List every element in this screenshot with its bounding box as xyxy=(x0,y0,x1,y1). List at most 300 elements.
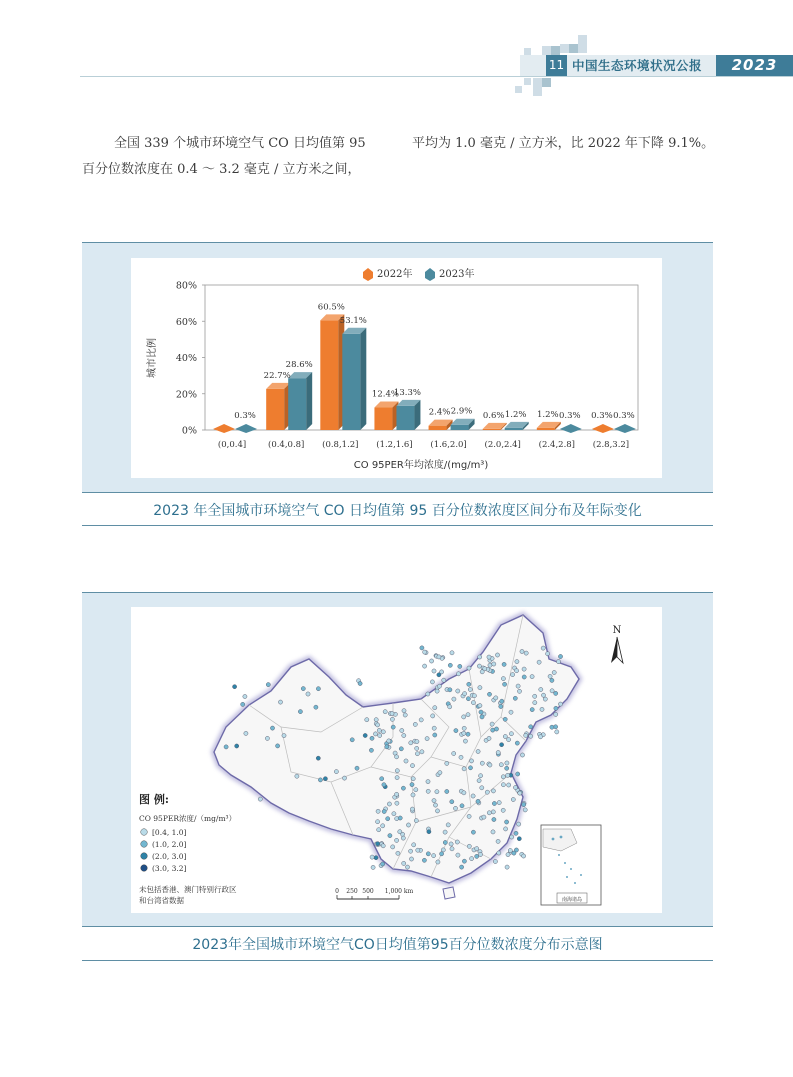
city-dot xyxy=(479,774,483,778)
city-dot xyxy=(478,686,482,690)
city-dot xyxy=(522,854,526,858)
city-dot xyxy=(497,801,501,805)
city-dot xyxy=(550,689,554,693)
city-dot xyxy=(409,849,413,853)
data-label: 0.3% xyxy=(234,411,256,421)
city-dot xyxy=(395,755,399,759)
city-dot xyxy=(494,696,498,700)
china-map xyxy=(131,607,662,913)
city-dot xyxy=(516,772,520,776)
city-dot xyxy=(456,853,460,857)
data-label: 1.2% xyxy=(537,409,559,420)
legend-label: 2023年 xyxy=(439,269,475,280)
city-dot xyxy=(446,823,450,827)
city-dot xyxy=(442,678,446,682)
city-dot xyxy=(395,769,399,773)
city-dot xyxy=(460,865,464,869)
x-tick-label: (2.0,2.4] xyxy=(484,440,521,450)
page-number: 11 xyxy=(546,55,567,76)
city-dot xyxy=(298,710,302,714)
chart-legend xyxy=(363,267,474,281)
city-dot xyxy=(550,678,554,682)
bar xyxy=(505,422,529,430)
city-dot xyxy=(458,664,462,668)
city-dot xyxy=(462,767,466,771)
city-dot xyxy=(501,783,505,787)
city-dot xyxy=(436,860,440,864)
city-dot xyxy=(469,759,473,763)
x-tick-label: (0,0.4] xyxy=(217,440,247,450)
city-dot xyxy=(471,794,475,798)
city-dot xyxy=(399,747,403,751)
y-tick-label: 80% xyxy=(175,280,197,292)
city-dot xyxy=(505,761,509,765)
city-dot xyxy=(376,842,380,846)
city-dot xyxy=(503,717,507,721)
city-dot xyxy=(509,710,513,714)
city-dot xyxy=(445,789,449,793)
city-dot xyxy=(471,701,475,705)
map-note-line2: 和台湾省数据 xyxy=(139,896,184,905)
city-dot xyxy=(433,803,437,807)
city-dot xyxy=(515,660,519,664)
city-dot xyxy=(480,761,484,765)
city-dot xyxy=(543,697,547,701)
city-dot xyxy=(449,842,453,846)
city-dot xyxy=(378,733,382,737)
bar xyxy=(614,424,636,433)
city-dot xyxy=(509,732,513,736)
bar xyxy=(537,422,561,430)
data-label: 0.3% xyxy=(591,411,613,421)
map-note-line1: 未包括香港、澳门特别行政区 xyxy=(139,885,237,894)
city-dot xyxy=(398,816,402,820)
city-dot xyxy=(266,683,270,687)
city-dot xyxy=(270,726,274,730)
city-dot xyxy=(435,790,439,794)
city-dot xyxy=(513,696,517,700)
city-dot xyxy=(395,801,399,805)
city-dot xyxy=(487,692,491,696)
legend-label: 2022年 xyxy=(377,269,413,280)
city-dot xyxy=(381,824,385,828)
x-tick-label: (2.8,3.2] xyxy=(592,440,630,450)
data-label: 13.3% xyxy=(393,387,421,398)
city-dot xyxy=(478,655,482,659)
x-tick-label: (2.4,2.8] xyxy=(538,440,575,450)
city-dot xyxy=(539,687,543,691)
city-dot xyxy=(554,712,558,716)
bar xyxy=(396,400,420,430)
city-dot xyxy=(496,839,500,843)
city-dot xyxy=(306,692,310,696)
city-dot xyxy=(235,744,239,748)
city-dot xyxy=(426,789,430,793)
city-dot xyxy=(432,799,436,803)
city-dot xyxy=(426,692,430,696)
city-dot xyxy=(471,830,475,834)
city-dot xyxy=(454,729,458,733)
city-dot xyxy=(402,733,406,737)
city-dot xyxy=(387,739,391,743)
city-dot xyxy=(426,852,430,856)
city-dot xyxy=(502,662,506,666)
city-dot xyxy=(522,667,526,671)
city-dot xyxy=(385,745,389,749)
city-dot xyxy=(391,725,395,729)
city-dot xyxy=(538,735,542,739)
map-card xyxy=(131,607,662,913)
city-dot xyxy=(518,791,522,795)
city-dot xyxy=(370,855,374,859)
city-dot xyxy=(492,801,496,805)
city-dot xyxy=(517,837,521,841)
city-dot xyxy=(278,700,282,704)
city-dot xyxy=(493,859,497,863)
city-dot xyxy=(370,736,374,740)
city-dot xyxy=(432,854,436,858)
city-dot xyxy=(450,847,454,851)
city-dot xyxy=(382,809,386,813)
city-dot xyxy=(395,792,399,796)
city-dot xyxy=(224,745,228,749)
bar xyxy=(266,383,290,430)
city-dot xyxy=(452,751,456,755)
city-dot xyxy=(467,682,471,686)
city-dot xyxy=(524,733,528,737)
map-legend-title: 图 例: xyxy=(139,793,169,806)
legend-dot xyxy=(141,853,148,860)
city-dot xyxy=(402,861,406,865)
city-dot xyxy=(487,811,491,815)
city-dot xyxy=(541,693,545,697)
city-dot xyxy=(365,718,369,722)
scale-label-250: 250 xyxy=(346,888,358,895)
inset-label: 南海诸岛 xyxy=(561,897,583,903)
city-dot xyxy=(410,807,414,811)
city-dot xyxy=(500,699,504,703)
city-dot xyxy=(520,753,524,757)
city-dot xyxy=(405,865,409,869)
legend-swatch xyxy=(363,268,373,281)
city-dot xyxy=(467,666,471,670)
city-dot xyxy=(377,828,381,832)
y-axis-label: 城市比例 xyxy=(147,338,158,378)
city-dot xyxy=(455,840,459,844)
city-dot xyxy=(430,680,434,684)
city-dot xyxy=(265,736,269,740)
city-dot xyxy=(482,815,486,819)
chart-card xyxy=(131,258,662,478)
city-dot xyxy=(409,857,413,861)
x-tick-label: (0.8,1.2] xyxy=(322,440,359,450)
city-dot xyxy=(476,749,480,753)
y-tick-label: 40% xyxy=(175,353,197,364)
city-dot xyxy=(423,664,427,668)
city-dot xyxy=(491,728,495,732)
city-dot xyxy=(410,764,414,768)
city-dot xyxy=(413,722,417,726)
city-dot xyxy=(472,694,476,698)
city-dot xyxy=(467,844,471,848)
city-dot xyxy=(369,748,373,752)
city-dot xyxy=(479,710,483,714)
city-dot xyxy=(510,835,514,839)
city-dot xyxy=(244,731,248,735)
city-dot xyxy=(350,738,354,742)
city-dot xyxy=(387,802,391,806)
data-label: 53.1% xyxy=(339,315,367,326)
y-tick-label: 0% xyxy=(181,425,197,437)
city-dot xyxy=(529,734,533,738)
city-dot xyxy=(423,650,427,654)
city-dot xyxy=(323,777,327,781)
city-dot xyxy=(443,830,447,834)
city-dot xyxy=(548,674,552,678)
city-dot xyxy=(371,865,375,869)
city-dot xyxy=(550,725,554,729)
legend-dot xyxy=(141,865,148,872)
bar xyxy=(288,372,312,430)
scale-label-0: 0 xyxy=(335,888,339,895)
city-dot xyxy=(380,777,384,781)
data-label: 2.9% xyxy=(450,406,473,417)
x-tick-label: (1.6,2.0] xyxy=(430,440,467,450)
city-dot xyxy=(409,741,413,745)
city-dot xyxy=(445,761,449,765)
country-outline xyxy=(214,615,579,883)
city-dot xyxy=(508,848,512,852)
city-dot xyxy=(374,718,378,722)
city-dot xyxy=(358,681,362,685)
city-dot xyxy=(501,677,505,681)
bar xyxy=(483,423,507,430)
city-dot xyxy=(468,766,472,770)
city-dot xyxy=(477,664,481,668)
city-dot xyxy=(388,834,392,838)
city-dot xyxy=(497,851,501,855)
report-year: 2023 xyxy=(716,55,793,76)
city-dot xyxy=(258,797,262,801)
legend-swatch xyxy=(425,268,435,281)
city-dot xyxy=(507,738,511,742)
city-dot xyxy=(411,793,415,797)
north-arrow-icon xyxy=(611,637,623,663)
city-dot xyxy=(376,723,380,727)
city-dot xyxy=(501,808,505,812)
city-dot xyxy=(452,697,456,701)
city-dot xyxy=(495,653,499,657)
city-dot xyxy=(466,713,470,717)
city-dot xyxy=(414,788,418,792)
city-dot xyxy=(386,817,390,821)
city-dot xyxy=(541,646,545,650)
city-dot xyxy=(363,733,367,737)
city-dot xyxy=(376,809,380,813)
city-dot xyxy=(478,704,482,708)
city-dot xyxy=(243,694,247,698)
city-dot xyxy=(415,746,419,750)
data-label: 28.6% xyxy=(285,360,313,371)
city-dot xyxy=(478,852,482,856)
city-dot xyxy=(499,704,503,708)
city-dot xyxy=(480,786,484,790)
city-dot xyxy=(524,651,528,655)
city-dot xyxy=(533,701,537,705)
city-dot xyxy=(420,750,424,754)
city-dot xyxy=(513,785,517,789)
city-dot xyxy=(450,651,454,655)
city-dot xyxy=(460,804,464,808)
city-dot xyxy=(480,715,484,719)
city-dot xyxy=(558,654,562,658)
x-tick-labels xyxy=(218,439,629,450)
city-dot xyxy=(438,771,442,775)
data-label: 22.7% xyxy=(263,370,291,381)
city-dot xyxy=(381,862,385,866)
bar xyxy=(451,419,475,430)
city-dot xyxy=(401,786,405,790)
body-text-line2: 百分位数浓度在 0.4 ～ 3.2 毫克 / 立方米之间， xyxy=(82,162,361,177)
city-dot xyxy=(450,800,454,804)
city-dot xyxy=(435,689,439,693)
city-dot xyxy=(505,865,509,869)
city-dot xyxy=(500,743,504,747)
city-dot xyxy=(540,707,544,711)
bar xyxy=(235,424,257,433)
city-dot xyxy=(381,844,385,848)
city-dot xyxy=(556,660,560,664)
city-dot xyxy=(463,739,467,743)
city-dot xyxy=(555,730,559,734)
scale-label-1000: 1,000 km xyxy=(384,888,414,895)
city-dot xyxy=(503,682,507,686)
x-axis-label: CO 95PER年均浓度/(mg/m³) xyxy=(353,460,489,471)
city-dot xyxy=(431,714,435,718)
city-dot xyxy=(295,774,299,778)
city-dot xyxy=(433,733,437,737)
city-dot xyxy=(511,673,515,677)
city-dot xyxy=(282,734,286,738)
city-dot xyxy=(522,675,526,679)
figure1-caption: 2023 年全国城市环境空气 CO 日均值第 95 百分位数浓度区间分布及年际变化 xyxy=(153,503,642,519)
city-dot xyxy=(463,692,467,696)
city-dot xyxy=(462,726,466,730)
city-dot xyxy=(530,675,534,679)
city-dot xyxy=(487,736,491,740)
x-tick-label: (1.2,1.6] xyxy=(376,440,413,450)
city-dot xyxy=(501,775,505,779)
city-dot xyxy=(522,803,526,807)
city-dot xyxy=(373,732,377,736)
city-dot xyxy=(415,752,419,756)
city-dot xyxy=(523,808,527,812)
city-dot xyxy=(318,778,322,782)
body-text-line1-left: 全国 339 个城市环境空气 CO 日均值第 95 xyxy=(114,136,366,151)
city-dot xyxy=(491,810,495,814)
city-dot xyxy=(505,820,509,824)
bar xyxy=(560,424,582,433)
city-dot xyxy=(448,663,452,667)
x-tick-label: (0.4,0.8] xyxy=(268,440,305,450)
city-dot xyxy=(355,766,359,770)
city-dot xyxy=(403,713,407,717)
city-dot xyxy=(462,715,466,719)
city-dot xyxy=(453,806,457,810)
data-label: 0.3% xyxy=(613,411,635,421)
city-dot xyxy=(415,740,419,744)
data-label: 1.2% xyxy=(504,409,527,420)
city-dot xyxy=(517,689,521,693)
data-label: 2.4% xyxy=(428,407,451,418)
city-dot xyxy=(426,780,430,784)
city-dot xyxy=(466,732,470,736)
south-china-sea-inset xyxy=(541,825,601,905)
body-text-line1-right: 平均为 1.0 毫克 / 立方米，比 2022 年下降 9.1%。 xyxy=(412,136,715,151)
city-dot xyxy=(475,847,479,851)
city-dot xyxy=(416,848,420,852)
city-dot xyxy=(334,770,338,774)
city-dot xyxy=(400,728,404,732)
data-label: 0.6% xyxy=(482,410,505,421)
city-dot xyxy=(529,725,533,729)
city-dot xyxy=(546,652,550,656)
city-dot xyxy=(233,685,237,689)
city-dot xyxy=(401,836,405,840)
bar xyxy=(429,420,453,430)
city-dot xyxy=(515,741,519,745)
bar xyxy=(374,402,398,430)
city-dot xyxy=(432,669,436,673)
city-dot xyxy=(406,823,410,827)
city-dot xyxy=(492,817,496,821)
city-dot xyxy=(467,814,471,818)
city-dot xyxy=(316,687,320,691)
legend-dot xyxy=(141,841,148,848)
city-dot xyxy=(422,858,426,862)
city-dot xyxy=(391,845,395,849)
city-dot xyxy=(462,731,466,735)
city-dot xyxy=(505,766,509,770)
figure2-caption: 2023年全国城市环境空气CO日均值第95百分位数浓度分布示意图 xyxy=(192,937,603,953)
legend-item-label: [0.4, 1.0] xyxy=(152,828,187,837)
city-dot xyxy=(411,777,415,781)
city-dot xyxy=(374,856,378,860)
city-dot xyxy=(420,646,424,650)
city-dot xyxy=(488,763,492,767)
city-dot xyxy=(506,773,510,777)
city-dot xyxy=(427,830,431,834)
bar xyxy=(213,424,235,433)
city-dot xyxy=(437,655,441,659)
city-dot xyxy=(395,838,399,842)
city-dot xyxy=(383,710,387,714)
data-label: 0.3% xyxy=(559,411,581,421)
city-dot xyxy=(448,688,452,692)
city-dot xyxy=(241,702,245,706)
city-dot xyxy=(466,697,470,701)
city-dot xyxy=(410,783,414,787)
city-dot xyxy=(301,687,305,691)
city-dot xyxy=(390,711,394,715)
data-label: 12.4% xyxy=(371,389,399,400)
city-dot xyxy=(433,706,437,710)
city-dot xyxy=(503,734,507,738)
city-dot xyxy=(517,822,521,826)
scale-label-500: 500 xyxy=(362,888,374,895)
city-dot xyxy=(476,799,480,803)
legend-dot xyxy=(141,829,148,836)
